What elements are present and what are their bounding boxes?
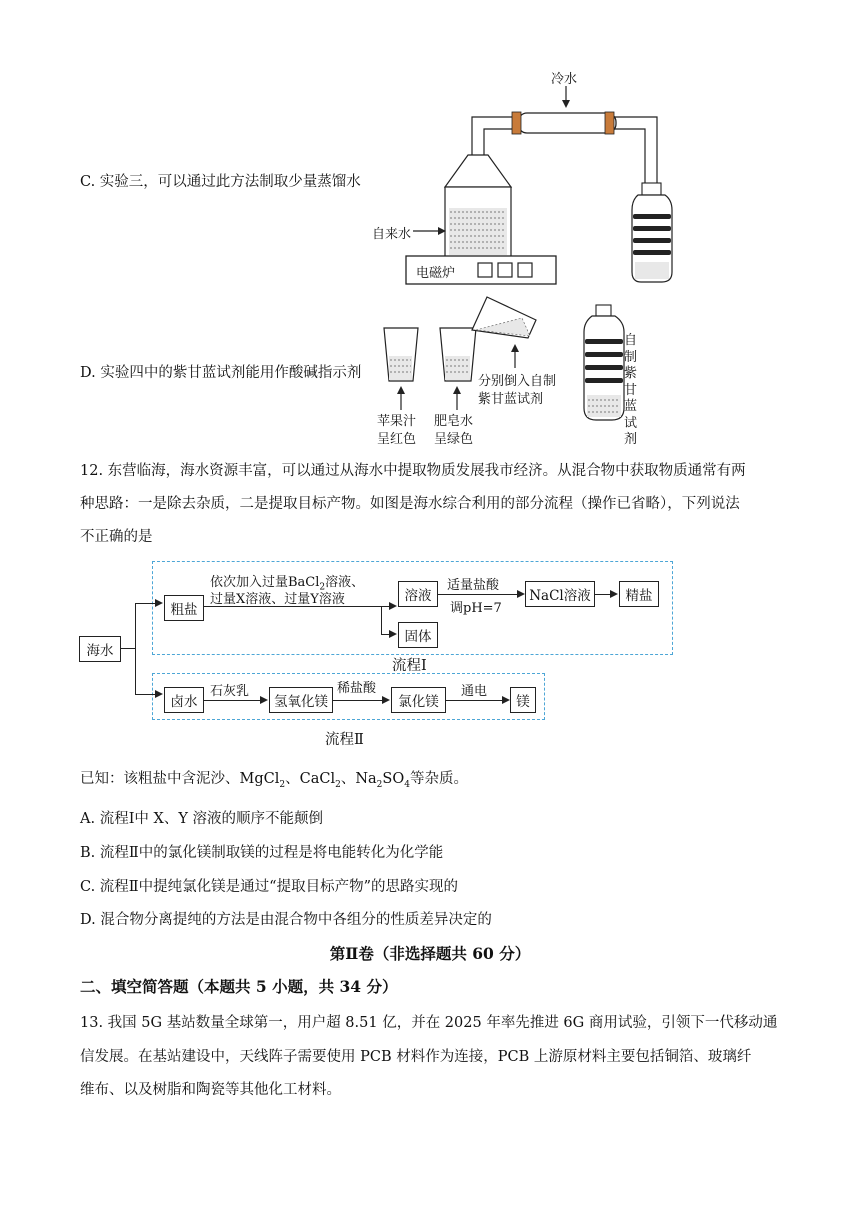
- step1-reagents-line1: 依次加入过量BaCl$_2$溶液、: [210, 575, 365, 593]
- arrow: [610, 590, 618, 598]
- arrow: [502, 696, 510, 704]
- indicator-experiment-diagram: [0, 290, 860, 440]
- mg-chloride-box: 氯化镁: [391, 687, 446, 713]
- connector: [204, 700, 261, 701]
- arrow: [382, 696, 390, 704]
- pour-label-1: 分别倒入自制: [478, 374, 557, 389]
- q13-line2: 信发展。在基站建设中，天线阵子需要使用 PCB 材料作为连接，PCB 上游原材料主要包括铜箔、玻璃纤: [80, 1049, 752, 1065]
- electrify-label: 通电: [461, 684, 488, 699]
- connector: [121, 648, 135, 649]
- q12-stem-line1: 12. 东营临海，海水资源丰富，可以通过从海水中提取物质发展我市经济。从混合物中获取物质通常有两: [80, 463, 746, 479]
- connector: [446, 700, 503, 701]
- connector: [333, 700, 383, 701]
- arrow: [155, 599, 163, 607]
- apple-juice-label: 苹果汁: [377, 414, 417, 429]
- q12-option-b: B. 流程Ⅱ中的氯化镁制取镁的过程是将电能转化为化学能: [80, 845, 444, 861]
- arrow: [260, 696, 268, 704]
- tap-water-label: 自来水: [372, 227, 412, 242]
- process1-label: 流程Ⅰ: [392, 658, 427, 674]
- solution-box: 溶液: [398, 581, 438, 607]
- q13-line1: 13. 我国 5G 基站数量全球第一，用户超 8.51 亿，并在 2025 年率先推进 6G 商用试验，引领下一代移动通: [80, 1015, 778, 1031]
- acid-label: 适量盐酸: [447, 578, 500, 593]
- q11-option-d: D. 实验四中的紫甘蓝试剂能用作酸碱指示剂: [80, 365, 362, 381]
- process2-label: 流程Ⅱ: [325, 732, 364, 748]
- solid-box: 固体: [398, 622, 438, 648]
- dilute-hcl-label: 稀盐酸: [337, 681, 377, 696]
- connector: [438, 594, 518, 595]
- connector: [135, 694, 157, 695]
- connector: [135, 603, 136, 695]
- connector: [135, 603, 157, 604]
- distillation-apparatus-diagram: [0, 0, 860, 300]
- homemade-reagent-label: 自 制 紫 甘 蓝 试 剂: [624, 333, 638, 447]
- cold-water-label: 冷水: [551, 72, 578, 87]
- arrow: [155, 690, 163, 698]
- nacl-solution-box: NaCl溶液: [525, 581, 595, 607]
- connector: [381, 606, 382, 635]
- arrow: [517, 590, 525, 598]
- pour-label-2: 紫甘蓝试剂: [478, 392, 544, 407]
- ph-label: 调pH=7: [450, 601, 502, 616]
- crude-salt-box: 粗盐: [164, 595, 204, 621]
- stove-label: 电磁炉: [416, 266, 456, 281]
- section-heading: 二、填空简答题（本题共 5 小题，共 34 分）: [80, 977, 398, 996]
- q12-option-d: D. 混合物分离提纯的方法是由混合物中各组分的性质差异决定的: [80, 912, 492, 928]
- q12-known-impurities: 已知：该粗盐中含泥沙、MgCl$_2$、CaCl$_2$、$Na_2SO_4$等杂质。: [80, 771, 468, 790]
- seawater-box: 海水: [79, 636, 121, 662]
- soap-water-label: 肥皂水: [434, 414, 474, 429]
- refined-salt-box: 精盐: [619, 581, 659, 607]
- q12-stem-line3: 不正确的是: [80, 529, 153, 545]
- arrow: [389, 602, 397, 610]
- q12-option-c: C. 流程Ⅱ中提纯氯化镁是通过“提取目标产物”的思路实现的: [80, 879, 458, 895]
- volume-ii-title: 第Ⅱ卷（非选择题共 60 分）: [329, 944, 531, 963]
- q11-option-c: C. 实验三，可以通过此方法制取少量蒸馏水: [80, 174, 361, 190]
- magnesium-box: 镁: [510, 687, 536, 713]
- q13-line3: 维布、以及树脂和陶瓷等其他化工材料。: [80, 1082, 341, 1098]
- connector: [595, 594, 611, 595]
- soap-water-color: 呈绿色: [434, 432, 474, 447]
- q12-option-a: A. 流程Ⅰ中 X、Y 溶液的顺序不能颠倒: [80, 811, 324, 827]
- lime-milk-label: 石灰乳: [210, 684, 250, 699]
- step1-reagents-line2: 过量X溶液、过量Y溶液: [210, 592, 345, 607]
- brine-box: 卤水: [164, 687, 204, 713]
- mg-hydroxide-box: 氢氧化镁: [269, 687, 333, 713]
- q12-stem-line2: 种思路：一是除去杂质，二是提取目标产物。如图是海水综合利用的部分流程（操作已省略），下列说法: [80, 496, 740, 512]
- arrow: [389, 630, 397, 638]
- apple-juice-color: 呈红色: [377, 432, 417, 447]
